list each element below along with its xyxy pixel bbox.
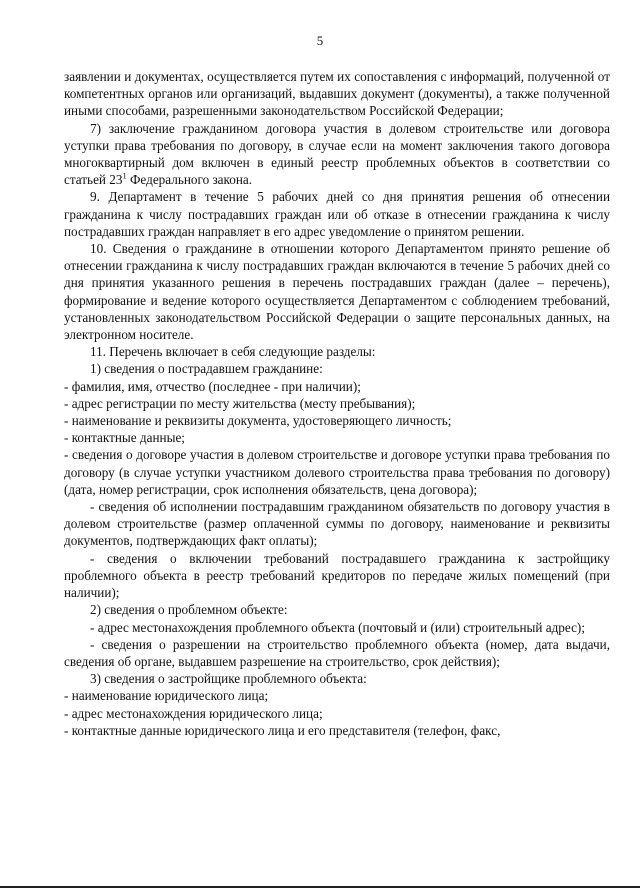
list-item: - сведения о включении требований пострадавшего гражданина к застройщику проблемного объекта в реестр требований кредиторов по передаче жилых помещений (при наличии); xyxy=(64,550,610,601)
section-1-heading: 1) сведения о пострадавшем гражданине: xyxy=(90,361,323,377)
list-item: - сведения об исполнении пострадавшим гражданином обязательств по договору участия в долевом строительстве (размер оплаченной суммы по договору, наименование и реквизиты документов, подтверждающих факт оплаты); xyxy=(64,499,610,549)
list-item: - контактные данные юридического лица и его представителя (телефон, факс, xyxy=(64,722,501,738)
list-item: - адрес регистрации по месту жительства (месту пребывания); xyxy=(64,395,416,411)
paragraph-9: 9. Департамент в течение 5 рабочих дней со дня принятия решения об отнесении гражданина к числу пострадавших граждан или об отказе в отнесении гражданина к числу пострадавших граждан направляет в его адрес уведомление о принятом решении. xyxy=(64,189,610,239)
paragraph-11: 11. Перечень включает в себя следующие разделы: xyxy=(90,344,376,360)
page-number: 5 xyxy=(316,33,324,48)
list-item: - сведения о договоре участия в долевом строительстве и договоре уступки права требования по договору (в случае уступки участником долевого строительства права требования по договору) (дата, номер регистрации, срок исполнения обязательств, цена договора); xyxy=(64,447,610,497)
list-item: - контактные данные; xyxy=(64,430,185,446)
paragraph-item-7-text: 7) заключение гражданином договора участия в долевом строительстве или договора уступки права требования по договору, в случае если на момент заключения такого договора многоквартирный дом включен в единый реестр проблемных объектов в соответствии со статьей 23 xyxy=(64,120,610,188)
paragraph-continuation: заявлении и документах, осуществляется путем их сопоставления с информаций, полученной от компетентных органов или организаций, выдавших документ (документы), а также полученной иными способами, разрешенными законодательством Российской Федерации; xyxy=(64,69,610,119)
list-item: - наименование и реквизиты документа, удостоверяющего личность; xyxy=(64,413,452,429)
page-bottom-edge xyxy=(0,886,640,888)
paragraph-10: 10. Сведения о гражданине в отношении которого Департаментом принято решение об отнесении гражданина к числу пострадавших граждан включаются в течение 5 рабочих дней со дня принятия указанного решения в перечень пострадавших граждан (далее – перечень), формирование и ведение которого осуществляется Департаментом с соблюдением требований, установленных законодательством Российской Федерации о защите персональных данных, на электронном носителе. xyxy=(64,241,610,343)
article-superscript: 1 xyxy=(122,170,127,181)
list-item: - фамилия, имя, отчество (последнее - при наличии); xyxy=(64,378,361,394)
section-2-heading: 2) сведения о проблемном объекте: xyxy=(90,602,288,618)
list-item: - адрес местонахождения проблемного объекта (почтовый и (или) строительный адрес); xyxy=(90,619,585,635)
list-item: - наименование юридического лица; xyxy=(64,688,269,704)
section-3-heading: 3) сведения о застройщике проблемного объекта: xyxy=(90,671,367,687)
list-item: - сведения о разрешении на строительство проблемного объекта (номер, дата выдачи, сведения об органе, выдавшем разрешение на строительство, срок действия); xyxy=(64,636,610,669)
paragraph-item-7-ending: Федерального закона. xyxy=(126,172,253,188)
document-body xyxy=(64,68,610,739)
paragraph-item-7 xyxy=(64,120,610,189)
list-item: - адрес местонахождения юридического лица; xyxy=(64,705,323,721)
